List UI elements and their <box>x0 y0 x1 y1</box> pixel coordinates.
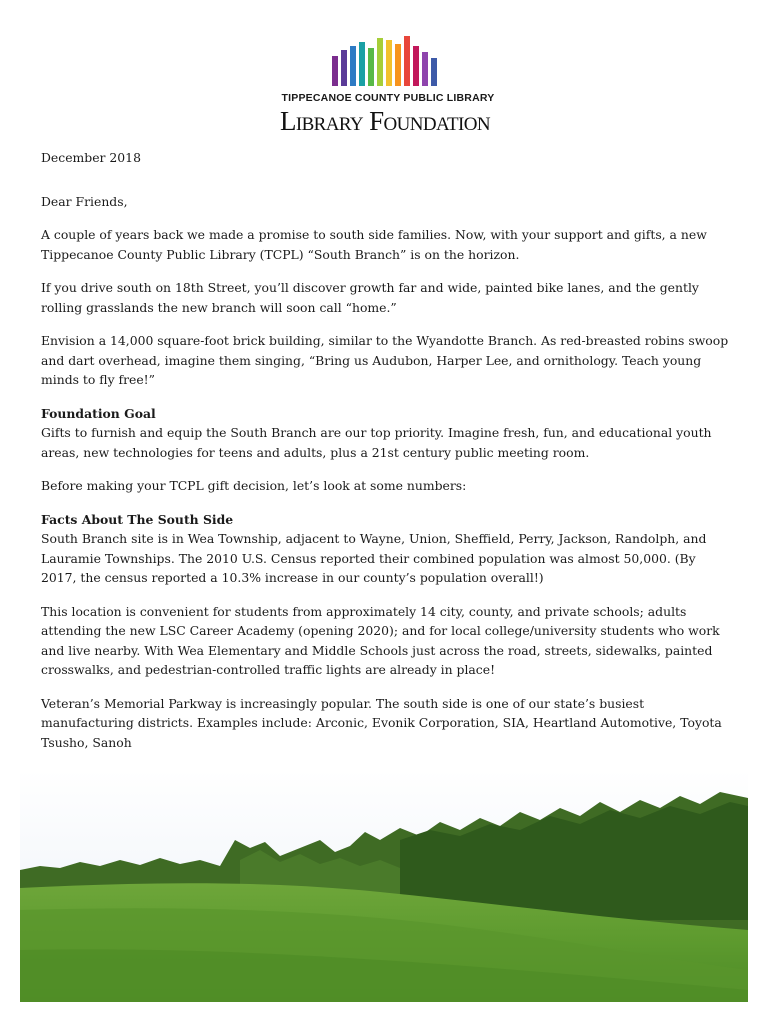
paragraph-numbers-intro: Before making your TCPL gift decision, let’s look at some numbers: <box>41 478 467 493</box>
salutation: Dear Friends, <box>41 193 128 209</box>
facts-text: South Branch site is in Wea Township, adjacent to Wayne, Union, Sheffield, Perry, Jackson, Randolph, and Lauramie Townships. The 2010 U.S. Census reported their combined population was almost 50,000. (By 2017, the census reported a 10.3% increase in our county’s population overall!) <box>41 531 707 585</box>
logo-wordmark-text: Library Foundation <box>279 106 491 136</box>
book-spines-logo-icon <box>332 36 444 86</box>
letter-body <box>41 148 731 766</box>
logo-library-name: TIPPECANOE COUNTY PUBLIC LIBRARY <box>281 92 495 104</box>
paragraph-promise: A couple of years back we made a promise to south side families. Now, with your support and gifts, a new Tippecanoe County Public Library (TCPL) “South Branch” is on the horizon. <box>41 227 707 262</box>
foundation-goal-text: Gifts to furnish and equip the South Branch are our top priority. Imagine fresh, fun, and educational youth areas, new technologies for teens and adults, plus a 21st century public meeting room. <box>41 425 712 460</box>
facts-heading: Facts About The South Side <box>41 511 234 527</box>
paragraph-drive-south: If you drive south on 18th Street, you’ll discover growth far and wide, painted bike lanes, and the gently rolling grasslands the new branch will soon call “home.” <box>41 280 699 315</box>
foundation-goal-heading: Foundation Goal <box>41 405 156 421</box>
logo-foundation-name <box>262 106 508 141</box>
paragraph-envision: Envision a 14,000 square-foot brick building, similar to the Wyandotte Branch. As red-breasted robins swoop and dart overhead, imagine them singing, “Bring us Audubon, Harper Lee, and ornithology. Teach young minds to fly free!” <box>41 333 729 387</box>
paragraph-parkway: Veteran’s Memorial Parkway is increasingly popular. The south side is one of our state’s busiest manufacturing districts. Examples include: Arconic, Evonik Corporation, SIA, Heartland Automotive, Toyota Tsusho, Sanoh <box>41 695 722 750</box>
logo-wordmark <box>262 106 508 136</box>
field-photo <box>20 770 748 1002</box>
letter-date: December 2018 <box>41 150 141 165</box>
field-photo-image <box>20 770 748 1002</box>
paragraph-location: This location is convenient for students from approximately 14 city, county, and private schools; adults attending the new LSC Career Academy (opening 2020); and for local college/university students who work and live nearby. With Wea Elementary and Middle Schools just across the road, streets, sidewalks, painted crosswalks, and pedestrian-controlled traffic lights are already in place! <box>41 603 720 677</box>
library-foundation-logo <box>262 36 508 136</box>
